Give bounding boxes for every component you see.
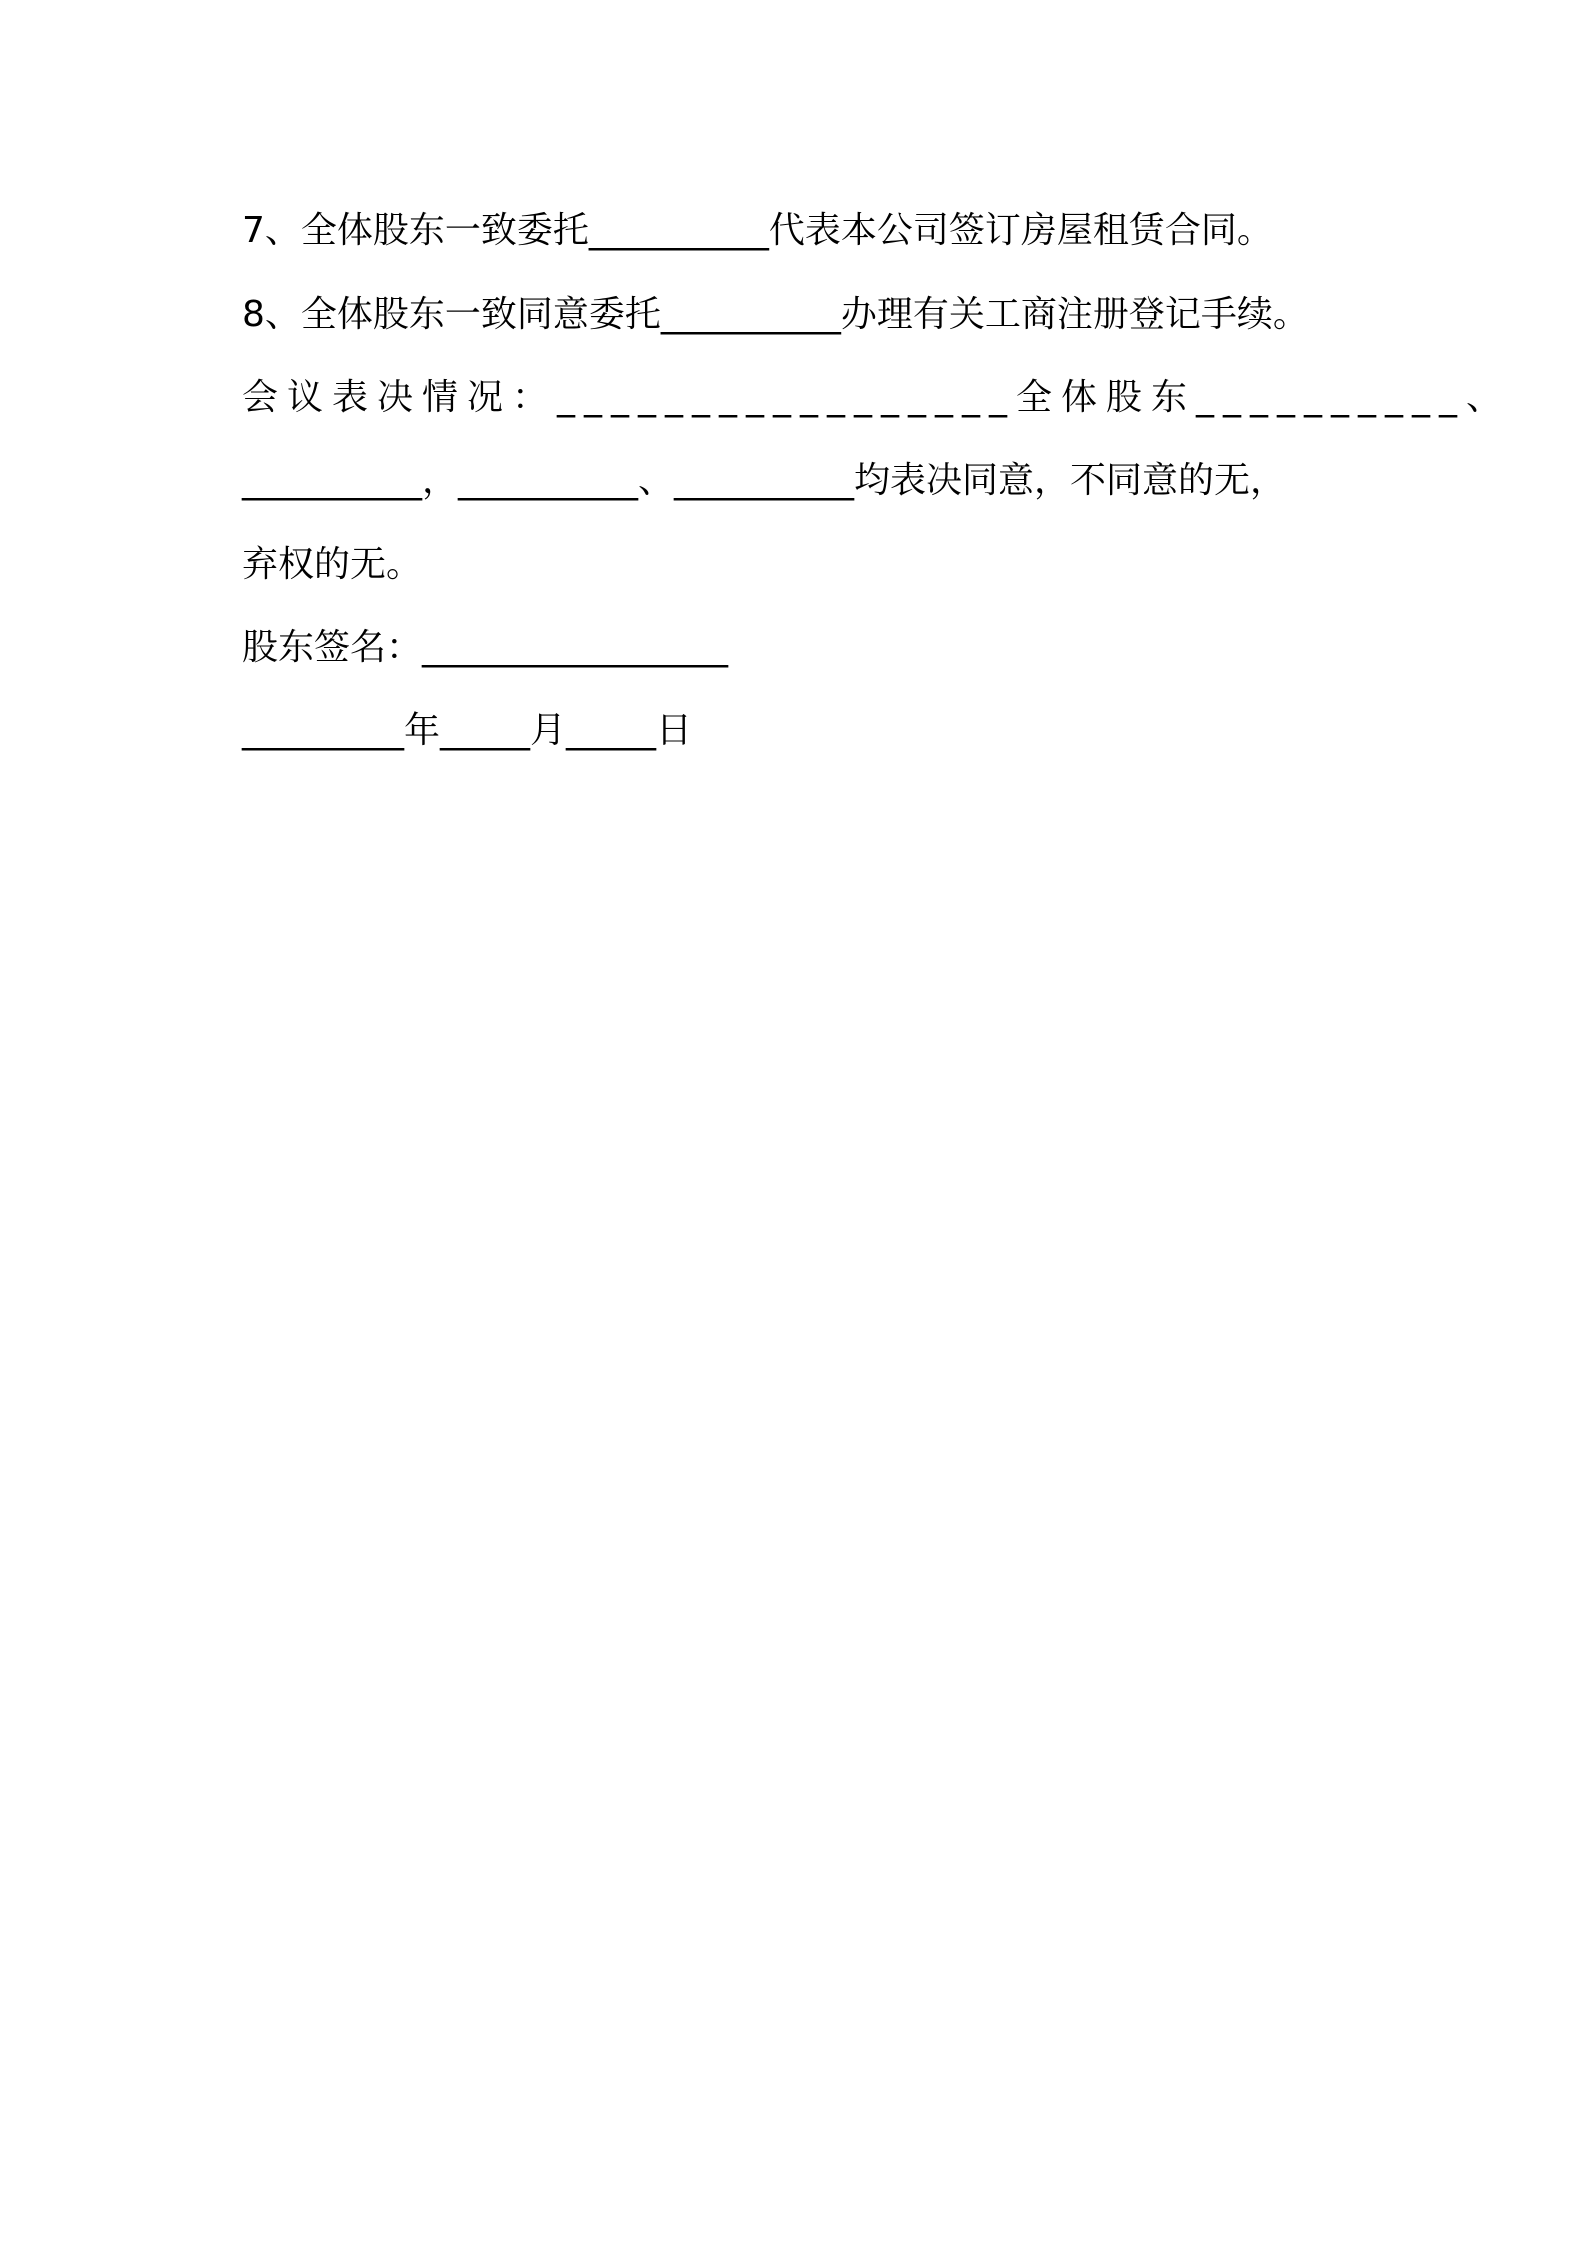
voting-result-line-1: 会议表决情况：_________________全体股东__________、 xyxy=(242,377,1512,418)
voting-result-line-3: 弃权的无。 xyxy=(242,544,423,585)
date-line: _________年_____月_____日 xyxy=(242,710,692,751)
voting-result-line-2: __________，__________、__________均表决同意，不同意的无， xyxy=(242,460,1287,501)
resolution-item-8: 8、全体股东一致同意委托__________办理有关工商注册登记手续。 xyxy=(242,294,1309,335)
shareholder-signature-line: 股东签名：_________________ xyxy=(242,627,729,668)
resolution-item-7: 7、全体股东一致委托__________代表本公司签订房屋租赁合同。 xyxy=(242,210,1273,251)
